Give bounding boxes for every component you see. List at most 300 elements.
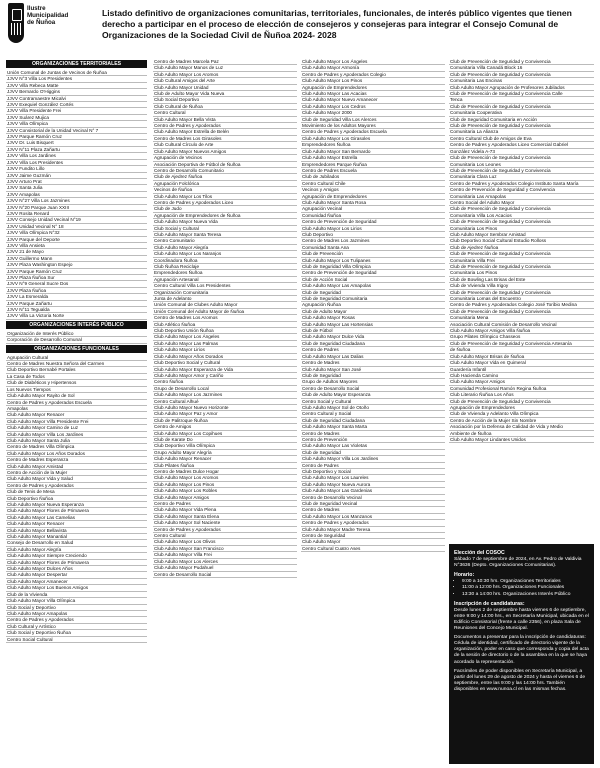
column-2 [153,59,297,764]
organization-item: Club Adulto Mayor Lindantes Unidos [449,437,594,443]
organization-item: Club de Prevención de Seguridad y Convivencia [449,104,594,110]
organization-item: Club Adulto Mayor Villa Frei [153,552,297,558]
territoriales-list [6,70,147,320]
organization-item: Centro de Padres y Apoderados [6,617,147,623]
organization-item: Centro de Madres Los Aromos [153,315,297,321]
organization-item: Club Adulto Mayor Pudahuel [153,565,297,571]
logo-text [27,5,71,27]
organization-item: Centro de Madres Esperanza [6,457,147,463]
column-1 [6,59,147,764]
organization-item: Club Adulto Mayor Los Copihues [153,431,297,437]
organization-item: Club de Adulto Mayor [301,309,445,315]
organization-item: JJVV Amapolas [6,192,147,198]
organization-item: Club de Prevención de Seguridad y Convivencia Calle [449,91,594,97]
horario-list [454,579,589,597]
organization-item: JJVV Plaza Ñuñoa Sur [6,275,147,281]
crest-icon [8,3,24,43]
organization-item: Club de Prevención de Seguridad y Convivencia [449,155,594,161]
organization-item: Club Adulto Mayor Santa Rosa [301,200,445,206]
organization-item: Agrupación de Vecinos [153,155,297,161]
organization-item: Club Adulto Mayor Lirios [153,347,297,353]
organization-item: Amapolas [6,406,147,412]
organization-item: Unión Comunal de Juntas de Vecinos de Ñuñoa [6,70,147,76]
organization-item: Comunitaria Cooperativa [449,110,594,116]
organization-item: JJVV Parque Ramón Cruz [6,269,147,275]
organization-item: JJVV Parque del Deporte [6,237,147,243]
organization-item: Agrupación Vecinal [301,206,445,212]
organization-item: Club Adulto Mayor San Francisco [153,546,297,552]
organization-item: Club Adulto Mayor Las Palmas [153,341,297,347]
organization-item: Consejo de Desarrollo en Salud [6,540,147,546]
organization-item: Club Adulto Mayor Villa Presidente Frei [6,419,147,425]
organization-item: Agrupación de Emprendedores de Ñuñoa [153,213,297,219]
organization-item: JJVV Villa Los Presidentes [6,160,147,166]
organization-item: Club Adulto Mayor Los Olivos [153,539,297,545]
organization-item: Club Adulto Mayor Los Girasoles [301,136,445,142]
organization-item: Club Adulto Mayor Las Amapolas [301,283,445,289]
organization-item: Club Adulto Mayor Madre Teresa [301,527,445,533]
organization-item: Comunitaria La Alianza [449,129,594,135]
organization-item: Club Adulto Mayor San José [301,367,445,373]
organization-item: Club Adulto Mayor Vida en Quimeral [449,360,594,366]
organization-item: Club Atlético Ñuñoa [153,322,297,328]
organization-item: Centro de Padres [301,463,445,469]
organization-item: Club Adulto Mayor San Bernardo [301,149,445,155]
organization-item: Ambiente de Ñuñoa [449,431,594,437]
organization-item: Club Hacienda Camino [449,373,594,379]
section-header-territoriales: ORGANIZACIONES TERRITORIALES [6,60,147,68]
organization-item: Club de Seguridad Villa Los Alerces [301,117,445,123]
organization-item: Centro de Amigos [153,424,297,430]
organization-item: JJVV Villa Presidente Frei [6,108,147,114]
organization-item: Club Pilates Ñuñoa [153,463,297,469]
column-4 [449,59,594,541]
organization-item: Centro Social Cultural [6,637,147,643]
organization-item: Club Adulto Mayor Manantial [6,534,147,540]
organization-item: Comunidad Profesional Ramón Regina Ñuñoa [449,386,594,392]
organization-item: JJVV Villa Los Jardines [6,153,147,159]
organization-item: Club Adulto Mayor Rayito de Sol [6,393,147,399]
horario-item: • 9:00 a 10:30 hrs. Organizaciones Territoriales [462,579,589,585]
organization-item: Club Social y Cultural [153,226,297,232]
organization-item: Corporación de Desarrollo Comunal [6,337,147,343]
organization-item: Club de Prevención de Seguridad y Convivencia [449,251,594,257]
organization-item: Centro de Desarrollo Comunitario [153,168,297,174]
organization-item: Club Adulto Mayor Los Alerces [153,559,297,565]
organization-item: Club de Seguridad [301,450,445,456]
horario-item: • 11:00 a 12:00 hrs. Organizaciones Funcionales [462,585,589,591]
organization-item: Club Adulto Mayor Las Dalias [301,354,445,360]
organization-item: Junta de Adelanto [153,296,297,302]
organization-item: Centro de Madres Los Jazmines [301,238,445,244]
funcionales-list [6,355,147,643]
organization-item: Club Adulto Mayor Sembrar Amistad [449,232,594,238]
organization-item: Coordinadora Ñuñoa [153,258,297,264]
organization-item: Club Adulto Mayor Nuevo Amanecer [301,97,445,103]
organization-item: Grupo Pilates Olímpico Chasseos [449,334,594,340]
organization-item: Club de Jubilados [301,174,445,180]
organization-item: Agrupación Artesanal [153,277,297,283]
organization-item: Club Adulto Mayor Los Ángeles [153,334,297,340]
organization-item: Club de Adulto Mayor Vida Nueva [153,91,297,97]
organization-item: Club Adulto Mayor Villa Olímpica [6,598,147,604]
organization-item: Club Adulto Mayor Los Robles [153,488,297,494]
organization-item: Club Adulto Mayor Años Dorados [153,354,297,360]
organization-item: Comunitaria Los Pinos [449,270,594,276]
organization-item: Club Adulto Mayor Bella Vista [153,117,297,123]
organization-item: JJVV Exequiel González Cortés [6,102,147,108]
organization-item: Club Adulto Mayor Santa Teresa [153,232,297,238]
organization-item: Centro de Madres Villa Olímpica [6,444,147,450]
organization-item: JJVV Contramaestre Micalvi [6,96,147,102]
organization-item: Club de Diabéticos y Hipertensos [6,380,147,386]
organization-item: Comunitaria Los Leones [449,162,594,168]
inscripcion-text-2: Documentos a presentar para la inscripción de candidaturas: Cédula de identidad, certificado de directorio vigente de la organización, poder en caso que corresponda y copia del acta de la sesión de directorio o de la asamblea en la que se haya acordado la representación. [454,635,589,665]
funcionales-list-col3 [301,59,445,552]
organization-item: Centro de Prevención de Seguridad [301,219,445,225]
organization-item: JJVV Jaime Guzmán [6,173,147,179]
organization-item: Emprendedores Ñuñoa [301,142,445,148]
organization-item: Club Adulto Mayor Amapolas [6,611,147,617]
organization-item: Club Deportivo Ñuñoa [6,496,147,502]
organization-item: Agrupación Cultural [6,355,147,361]
organization-item: de Ñuñoa [449,347,594,353]
organization-item: Centro de Padres y Apoderados [153,123,297,129]
column-3 [301,59,445,764]
organization-item: JJVV Fundito Lillo [6,166,147,172]
organization-item: Club de Prevención de Seguridad y Convivencia [449,264,594,270]
organization-item: Club Adulto Mayor Los Ángeles [301,59,445,65]
organization-item: JJVV Plaza Ñuñoa [6,288,147,294]
organization-item: Centro de Acción de la Mujer [6,470,147,476]
organization-item: Unión Comunal de Clubes Adulto Mayor [153,302,297,308]
organization-item: Club de Vivienda Villa Irigoy [449,283,594,289]
organization-item: Club Adulto Mayor Santa Julia [6,438,147,444]
organization-item: JJVV Dr. Luis Bisquert [6,140,147,146]
organization-item: Club Adulto Mayor Los Jazmines [153,392,297,398]
organization-item: Club de Seguridad Vecinal [301,501,445,507]
organization-item: Centro de Padres y Apoderados Escuela [6,400,147,406]
organization-item: Centro Cultural Alhué [153,399,297,405]
organization-item: Comunitaria Villa Canadá Block 16 [449,65,594,71]
organization-item: Club Adulto Mayor Bellavista [6,528,147,534]
organization-item: Comunitaria Las Amapolas [449,194,594,200]
organization-item: JJVV Parque Zañartu [6,301,147,307]
organization-item: JJVV 21 de Mayo [6,249,147,255]
organization-item: Agrupación de Emprendedores [301,194,445,200]
organization-item: Centro de Padres [153,501,297,507]
organization-item: Club de Judo [153,206,297,212]
organization-item: Comunidad Ñuñoa [301,213,445,219]
inscripcion-text-3: Facsímiles de poder disponibles en Secretaría Municipal, a partir del lunes 29 de agosto de 2024 y hasta el viernes 6 de septiembre, entre las 9:00 y las 14:00 hrs. También disponibles en www.nunoa.cl en las mismas fechas. [454,668,586,692]
organization-item: Club Adulto Mayor Agrupación de Profesores Jubilados [449,85,594,91]
organization-item: Club de Prevención de Seguridad y Convivencia [449,399,594,405]
organization-item: Club Adulto Mayor Los Tilos [153,194,297,200]
organization-item: Centro de Madres Nuestra Señora del Carmen [6,361,147,367]
horario-item: • 13:30 a 14:00 hrs. Organizaciones Interés Público [462,592,589,598]
organization-item: Club Adulto Mayor Camino de Luz [6,425,147,431]
organization-item: Centro de Padres y Apoderados Escuela [301,129,445,135]
organization-item: JJVV Villa La Victoria Norte [6,313,147,319]
organization-item: Club de Adulto Mayor Esperanza [301,392,445,398]
organization-item: Asociación Deportiva de Fútbol de Ñuñoa [153,162,297,168]
organization-item: Emprendedores Ñuñoa [153,270,297,276]
organization-item: Club Social Deportivo [153,97,297,103]
organization-item: Club de Palitroque Ñuñoa [153,418,297,424]
organization-item: Club Adulto Mayor Nuevo Horizonte [153,405,297,411]
organization-item: Club Adulto Mayor Amanecer [6,579,147,585]
inscripcion-title: Inscripción de candidaturas: [454,600,525,607]
organization-item: JJVV Unidad Vecinal N° 18 [6,224,147,230]
organization-item: Club Adulto Mayor Los Años Dorados [6,451,147,457]
organization-item: Unión Comunal del Adulto Mayor de Ñuñoa [153,309,297,315]
organization-item: Centro de Seguridad [301,533,445,539]
organization-item: Comunidad Santa Ana [301,245,445,251]
organization-item: Comunitaria Clara Luz [449,174,594,180]
organization-item: JJVV Santa Julia [6,185,147,191]
organization-item: Club Adulto Mayor Estrella de Belén [153,129,297,135]
organization-item: Club Adulto Mayor Los Manzanos [301,514,445,520]
organization-item: Club de Prevención de Seguridad y Convivencia [449,59,594,65]
logo-line: de Ñuñoa [27,19,56,27]
organization-item: Vecinos de Ñuñoa [153,187,297,193]
organization-item: Centro Cultural [153,533,297,539]
organization-item: Centro de Desarrollo Social [301,386,445,392]
organization-item: Club de Ajedrez Ñuñoa [449,245,594,251]
organization-item: JJVV La Esmeralda [6,294,147,300]
organization-item: Club de Seguridad Comunitaria [301,296,445,302]
organization-item: Centro Social y Cultural [301,399,445,405]
organization-item: Asociación Cultural Comisión de Desarrollo Vecinal [449,322,594,328]
organization-item: Club de Karate Do [153,437,297,443]
organization-item: Centro de Madres [301,507,445,513]
organization-item: Club de Prevención de Seguridad y Convivencia [449,219,594,225]
organization-item: Club de Seguridad Ciudadana [301,341,445,347]
funcionales-list-col2 [153,59,297,578]
organization-item: JJVV Guillermo Mann [6,256,147,262]
organization-item: Centro de Padres y Apoderados [301,520,445,526]
municipal-logo [8,3,70,47]
organization-item: Club Social y Deportivo Ñuñoa [6,630,147,636]
organization-item: JJVV Suárez Mujica [6,115,147,121]
organization-item: Club Adulto Mayor Nueva Vida [153,219,297,225]
horario-title: Horario: [454,572,475,579]
organization-item: Club de Fútbol [301,328,445,334]
organization-item: Comunitaria Villa Frei [449,258,594,264]
organization-item: Comunitaria Las Encinas [449,78,594,84]
organization-item: Club Adulto Mayor Manos de Luz [153,65,297,71]
organization-item: Club Adulto Mayor Despertar [6,572,147,578]
organization-item: Club Adulto Mayor Paz y Amor [153,411,297,417]
organization-item: JJVV Consistorial de la Unidad Vecinal N° 7 [6,128,147,134]
organization-item: Club de Seguridad Ciudadana [301,418,445,424]
organization-item: Club Cultural de Ñuñoa [153,104,297,110]
organization-item: Centro de Madres [301,360,445,366]
organization-item: Centro de Padres y Apoderados Colegio Instituto Santa María [449,181,594,187]
organization-item: JJVV Villa Rebeca Matte [6,83,147,89]
header [6,2,594,54]
organization-item: Club Adulto Mayor Vida Plena [153,507,297,513]
section-header-funcionales: ORGANIZACIONES FUNCIONALES [6,345,147,353]
organization-item: Club de Prevención de Seguridad y Convivencia [449,206,594,212]
organization-item: Club Adulto Mayor Siempre Creciendo [6,553,147,559]
organization-item: Club de Seguridad Comunitaria en Acción [449,117,594,123]
organization-item: Organización Comunitaria [153,290,297,296]
organization-item: Agrupación de Emprendedores [301,85,445,91]
page-title: Listado definitivo de organizaciones comunitarias, territoriales, funcionales, de interés público vigentes que tienen derecho a participar en el proceso de elección de consejeros y consejeras para integrar el Consejo Comunal de Organizaciones de la Sociedad Civil de Ñuñoa 2024- 2028 [102,8,572,41]
organization-item: Centro Comunitario [153,238,297,244]
organization-item: Club Social y Deportivo [6,605,147,611]
organization-item: Club Adulto Mayor Santa Elena [153,514,297,520]
eleccion-title: Elección del COSOC [454,550,505,556]
organization-item: Centro Cultural [153,110,297,116]
organization-item: Club Adulto Mayor Flores de Primavera [6,508,147,514]
organization-item: Club Deportivo Bernabé Portales [6,367,147,373]
organization-item: Club Adulto Mayor Alegría [153,245,297,251]
organization-item: Centro de Acción de la Mujer Sin Nombre [449,418,594,424]
organization-item: Centro de Prevención de Seguridad y Convivencia [449,187,594,193]
organization-item: Centro Social del Adulto Mayor [449,200,594,206]
organization-item: Club Adulto Mayor Renacer [153,456,297,462]
organization-item: Centro de Madres [301,431,445,437]
organization-item: Club Ñuñoa Reciclaje [153,264,297,270]
organization-item: Centro de Padres Escuela [301,168,445,174]
organization-item: Los Nuevos Tiempos [6,387,147,393]
organization-item: Centro de Prevención [301,437,445,443]
organization-item: JJVV Bernardo O'Higgins [6,89,147,95]
organization-item: Club Adulto Mayor [301,539,445,545]
organization-item: Club Adulto Mayor Amigos [153,495,297,501]
organization-item: Comunitaria Lomas del Encuentro [449,296,594,302]
organization-item: Guardería Infantil [449,367,594,373]
organization-item: JJVV Villa Ansieta [6,243,147,249]
organization-item: Club de Prevención [301,251,445,257]
organization-item: González Videla A-73 [449,149,594,155]
organization-item: JJVV Villa Olímpica [6,121,147,127]
organization-item: Club de Prevención de Seguridad y Convivencia [449,309,594,315]
organization-item: Club Adulto Mayor Los Lirios [301,226,445,232]
organization-item: Agrupación de Emprendedores [449,405,594,411]
organization-item: Club Adulto Mayor Renacer [6,412,147,418]
organization-item: Centro Cultural Chile [301,181,445,187]
logo-line: Ilustre [27,5,46,12]
organization-item: Club Adulto Mayor Los Aromos [153,72,297,78]
organization-item: Club Deportivo Social y Cultural [153,360,297,366]
organization-item: Centro de Desarrollo Social [153,572,297,578]
organization-item: Club Adulto Mayor Villa Los Jardines [301,456,445,462]
organization-item: Club Deportivo Social Cultural Estudio Rolloss [449,238,594,244]
organization-item: Club Adulto Mayor Los Aromos [153,475,297,481]
organization-item: Club Adulto Mayor Santa Marta [301,424,445,430]
organization-item: Club Adulto Mayor Dulce Vida [301,334,445,340]
organization-item: Club de Bowling Las Brisas del Este [449,277,594,283]
organization-item: Centro de Padres [301,347,445,353]
organization-item: Centro Cultural y Social [301,411,445,417]
organization-item: Club Adulto Mayor Nuevos Amigos [153,149,297,155]
organization-item: Club Literario Ñuñoa Los Años [449,392,594,398]
organization-item: Club Deportivo Unión Ñuñoa [153,328,297,334]
organization-item: Club Adulto Mayor Las Camelias [6,515,147,521]
organization-item: Club Adulto Mayor Alegría [6,547,147,553]
organization-item: Asociación por la Defensa de Calidad de Vida y Medio [449,424,594,430]
organization-item: Club Adulto Mayor Las Violetas [301,443,445,449]
organization-item: Centro Cultural Villa Los Presidentes [153,283,297,289]
organization-item: Vecinos y Amigos [301,187,445,193]
organization-item: La Casa de Todos [6,374,147,380]
organization-item: Club Adulto Mayor Vida y Salud [6,476,147,482]
organization-item: Club Cultural Amigos del Arte [153,78,297,84]
organization-item: Centro de Padres y Apoderados Liceo [153,200,297,206]
organization-item: Club Adulto Mayor 2000 [301,110,445,116]
organization-item: Club Deportivo [301,232,445,238]
organization-item: Club Adulto Mayor Las Hortensias [301,322,445,328]
organization-item: Centro de Madres Marcela Paz [153,59,297,65]
organization-item: Club Adulto Mayor Nueva Esperanza [6,502,147,508]
organization-item: Club Adulto Mayor Sol Naciente [153,520,297,526]
organization-item: Club Adulto Mayor Unidad [153,85,297,91]
section-header-interes-publico: ORGANIZACIONES INTERÉS PÚBLICO [6,321,147,329]
organization-item: Centro Cultural Club de Amigos de Eva [449,136,594,142]
organization-item: Comunitaria Villa Los Acacios [449,213,594,219]
organization-item: Grupo de Adultos Mayores [301,379,445,385]
organization-item: Club de Prevención de Seguridad y Convivencia [449,290,594,296]
organization-item: Club Adulto Mayor Los Pinos [301,78,445,84]
organization-item: Club Adulto Mayor Armonía [301,65,445,71]
organization-item: Grupo Adulto Mayor Alegría [153,450,297,456]
organization-item: JJVV Consejo Unidad Vecinal N°19 [6,217,147,223]
organization-item: Organización de Interés Público [6,331,147,337]
organization-item: Club Cultural Círculo de Arte [153,142,297,148]
organization-item: Club Adulto Mayor Los Cedros [301,104,445,110]
organization-item: Club Adulto Mayor Rosas [301,315,445,321]
organization-item: Club de Tenis de Mesa [6,489,147,495]
organization-item: JJVV N°9 General Sucre Dos [6,281,147,287]
organization-item: JJVV N°20 Parque Juan XXIII [6,205,147,211]
organization-item: Club Adulto Mayor Los Buenos Amigos [6,585,147,591]
organization-item: Centro de Madres Los Girasoles [153,136,297,142]
organization-item: Club de Prevención de Seguridad y Convivencia Artesanía [449,341,594,347]
organization-item: Centro de Madres Dulce Hogar [153,469,297,475]
organization-item: Club Cultural y Artístico [6,624,147,630]
organization-item: JJVV Arturo Prat [6,179,147,185]
organization-item: Club Adulto Mayor Amistad [6,464,147,470]
organization-item: Club Adulto Mayor Los Naranjos [153,251,297,257]
organization-item: JJVV N°11 Tegualda [6,307,147,313]
organization-item: Club Deportivo y Social [301,469,445,475]
organization-item: Centro de Padres y Apoderados [153,527,297,533]
organization-item: Centro de Padres y Apoderados Colegio [301,72,445,78]
organization-item: Club Adulto Mayor Esperanza de Vida [153,367,297,373]
organization-item: Club Adulto Mayor Amigos [449,379,594,385]
organization-item: Club Adulto Mayor Los Tulipanes [301,258,445,264]
organization-item: JJVV N°27 Villa Los Jazmines [6,198,147,204]
organization-item: JJVV Rosita Renard [6,211,147,217]
organization-item: Club Deportivo Villa Olímpica [153,443,297,449]
interes-publico-list [6,331,147,344]
organization-item: Agrupación Ñuñoa [301,302,445,308]
organization-item: Centro Cultural Cuatro Ases [301,546,445,552]
organization-item: Centro de Prevención de Seguridad [301,270,445,276]
organization-item: Club Adulto Mayor Las Acacias [301,91,445,97]
organization-item: Club de Prevención de Seguridad y Convivencia [449,72,594,78]
organization-item: Movimiento de los Adultos Mayores [301,123,445,129]
organization-item: Club de Prevención de Seguridad y Convivencia [449,123,594,129]
organization-item: Club Adulto Mayor Amor y Cariño [153,373,297,379]
organization-item: Club de Seguridad [301,290,445,296]
organization-item: Club Adulto Mayor Sol de Otoño [301,405,445,411]
organization-item: JJVV N°3 Villa Los Presidentes [6,76,147,82]
organization-item: Club Adulto Mayor Nueva Aurora [301,482,445,488]
